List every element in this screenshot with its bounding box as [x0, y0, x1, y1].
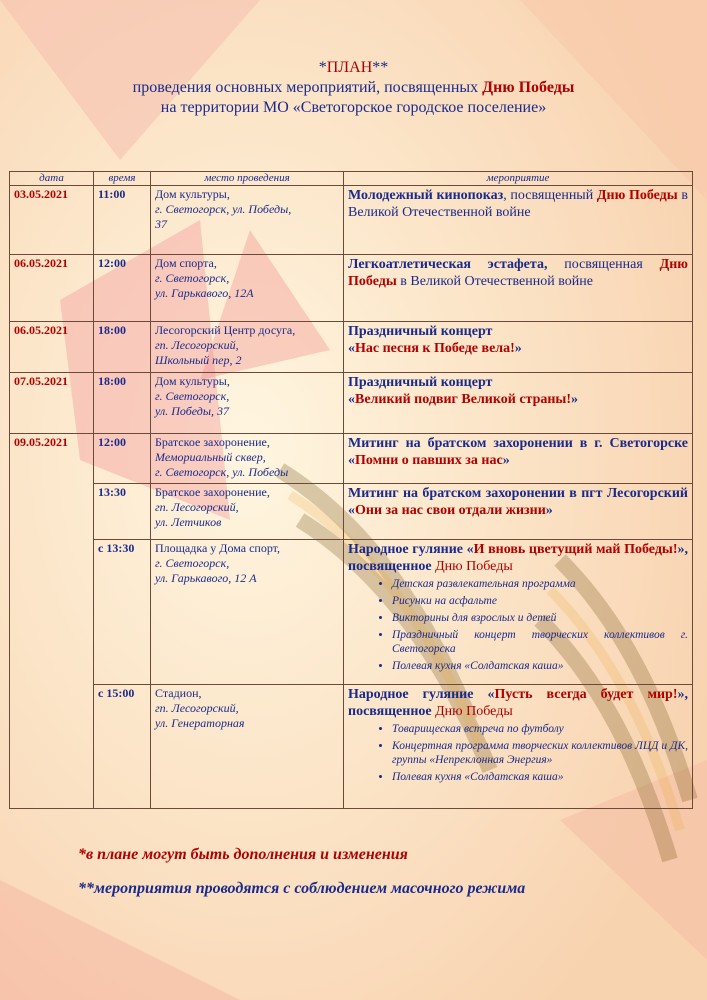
table-row	[10, 255, 693, 322]
place-line: г. Светогорск, ул. Победы	[155, 465, 289, 479]
quote-mark: »	[514, 341, 522, 356]
footnote-changes: *в плане могут быть дополнения и изменения	[78, 846, 408, 863]
list-item: • Детская развлекательная программа	[392, 577, 688, 591]
table-row	[10, 322, 693, 373]
title-line-2-text: проведения основных мероприятий, посвященных	[132, 79, 483, 96]
event-time: 12:00	[94, 434, 151, 484]
event-text: посвященная	[547, 257, 660, 272]
table-row	[10, 540, 693, 685]
event-time: с 13:30	[94, 540, 151, 685]
list-item: • Рисунки на асфальте	[392, 594, 688, 608]
place-line: ул. Летчиков	[155, 515, 222, 529]
event-time: с 15:00	[94, 685, 151, 809]
quote-mark: «	[348, 392, 355, 407]
place-line: Мемориальный сквер,	[155, 450, 266, 464]
table-row	[10, 186, 693, 255]
event-highlight: Дню Победы	[435, 704, 513, 719]
list-item: • Праздничный концерт творческих коллективов г. Светогорска	[392, 628, 688, 656]
place-line: гп. Лесогорский,	[155, 500, 239, 514]
place-line: Братское захоронение,	[155, 485, 270, 499]
place-line: Стадион,	[155, 686, 202, 700]
event-place	[151, 322, 344, 373]
event-place	[151, 685, 344, 809]
event-place	[151, 255, 344, 322]
event-place	[151, 373, 344, 434]
place-line: Лесогорский Центр досуга,	[155, 323, 296, 337]
event-highlight: Великий подвиг Великой страны!	[355, 392, 572, 407]
event-description	[344, 484, 693, 540]
event-title: Легкоатлетическая эстафета,	[348, 257, 548, 272]
event-highlight: И вновь цветущий май Победы!	[473, 542, 678, 557]
event-description	[344, 373, 693, 434]
quote-mark: «	[348, 341, 355, 356]
place-line: гп. Лесогорский,	[155, 338, 239, 352]
event-description	[344, 540, 693, 685]
title-line-3: на территории МО «Светогорское городское поселение»	[160, 99, 547, 116]
event-time: 11:00	[94, 186, 151, 255]
place-line: г. Светогорск, ул. Победы,	[155, 202, 292, 216]
place-line: г. Светогорск,	[155, 389, 230, 403]
header-time: время	[94, 172, 151, 186]
table-row	[10, 373, 693, 434]
place-line: ул. Генераторная	[155, 716, 245, 730]
event-highlight: Пусть всегда будет мир!	[494, 687, 678, 702]
event-title: Праздничный концерт	[348, 375, 493, 390]
quote-mark: «	[348, 453, 355, 468]
events-table	[9, 171, 693, 809]
place-line: Площадка у Дома спорт,	[155, 541, 281, 555]
event-highlight: Они за нас свои отдали жизни	[355, 503, 546, 518]
quote-mark: «	[348, 503, 355, 518]
quote-mark: »	[571, 392, 579, 407]
quote-mark: »	[545, 503, 553, 518]
quote-mark: »	[502, 453, 510, 468]
event-date: 07.05.2021	[10, 373, 94, 434]
event-text: », посвященное	[348, 687, 688, 719]
table-row	[10, 434, 693, 484]
activity-list	[348, 577, 688, 673]
event-highlight: Дню Победы	[596, 188, 678, 203]
event-highlight: Помни о павших за нас	[355, 453, 503, 468]
event-place	[151, 484, 344, 540]
event-title: Молодежный кинопоказ	[348, 188, 504, 203]
title-asterisk: *	[318, 59, 327, 76]
event-description	[344, 186, 693, 255]
document-title	[0, 58, 707, 118]
place-line: ул. Гарькавого, 12А	[155, 286, 254, 300]
event-text: », посвященное	[348, 542, 688, 574]
event-title: Народное гуляние «	[348, 687, 495, 702]
event-title: Митинг на братском захоронении в г. Светогорске	[348, 436, 688, 451]
event-time: 13:30	[94, 484, 151, 540]
event-description	[344, 434, 693, 484]
place-line: Дом культуры,	[155, 187, 230, 201]
title-asterisks: **	[372, 59, 389, 76]
place-line: гп. Лесогорский,	[155, 701, 239, 715]
event-highlight: Дню Победы	[348, 257, 688, 289]
header-place: место проведения	[151, 172, 344, 186]
place-line: ул. Гарькавого, 12 А	[155, 571, 257, 585]
footnote-mask-regime: **мероприятия проводятся с соблюдением масочного режима	[78, 880, 526, 897]
event-time: 12:00	[94, 255, 151, 322]
event-highlight: Нас песня к Победе вела!	[355, 341, 515, 356]
title-line-2	[0, 78, 707, 98]
title-plan-word: ПЛАН	[326, 59, 373, 76]
event-title: Праздничный концерт	[348, 324, 493, 339]
event-place	[151, 540, 344, 685]
place-line: Братское захоронение,	[155, 435, 270, 449]
event-title: Народное гуляние «	[348, 542, 474, 557]
list-item: • Полевая кухня «Солдатская каша»	[392, 770, 688, 784]
event-date: 09.05.2021	[10, 434, 94, 809]
activity-list	[348, 722, 688, 784]
place-line: Дом спорта,	[155, 256, 217, 270]
event-time: 18:00	[94, 322, 151, 373]
event-place	[151, 186, 344, 255]
event-description	[344, 322, 693, 373]
event-text: в Великой Отечественной войне	[348, 188, 688, 220]
list-item: • Полевая кухня «Солдатская каша»	[392, 659, 688, 673]
place-line: 37	[155, 217, 167, 231]
event-description	[344, 255, 693, 322]
event-place	[151, 434, 344, 484]
place-line: г. Светогорск,	[155, 556, 230, 570]
event-date: 06.05.2021	[10, 255, 94, 322]
event-text: , посвященный	[503, 188, 597, 203]
place-line: г. Светогорск,	[155, 271, 230, 285]
table-header-row	[10, 172, 693, 186]
title-line-1	[0, 58, 707, 78]
event-date: 06.05.2021	[10, 322, 94, 373]
place-line: Дом культуры,	[155, 374, 230, 388]
place-line: Школьный пер, 2	[155, 353, 242, 367]
table-row	[10, 685, 693, 809]
table-row	[10, 484, 693, 540]
event-time: 18:00	[94, 373, 151, 434]
event-date: 03.05.2021	[10, 186, 94, 255]
list-item: • Викторины для взрослых и детей	[392, 611, 688, 625]
list-item: • Товарищеская встреча по футболу	[392, 722, 688, 736]
list-item: • Концертная программа творческих коллективов ЛЦД и ДК, группы «Непреклонная Энергия»	[392, 739, 688, 767]
place-line: ул. Победы, 37	[155, 404, 230, 418]
event-highlight: Дню Победы	[435, 559, 513, 574]
event-description	[344, 685, 693, 809]
title-line-2-red: Дню Победы	[482, 79, 575, 96]
header-date: дата	[10, 172, 94, 186]
event-text: в Великой Отечественной войне	[396, 274, 593, 289]
header-event: мероприятие	[344, 172, 693, 186]
event-title: Митинг на братском захоронении в пгт Лесогорский	[348, 486, 688, 501]
